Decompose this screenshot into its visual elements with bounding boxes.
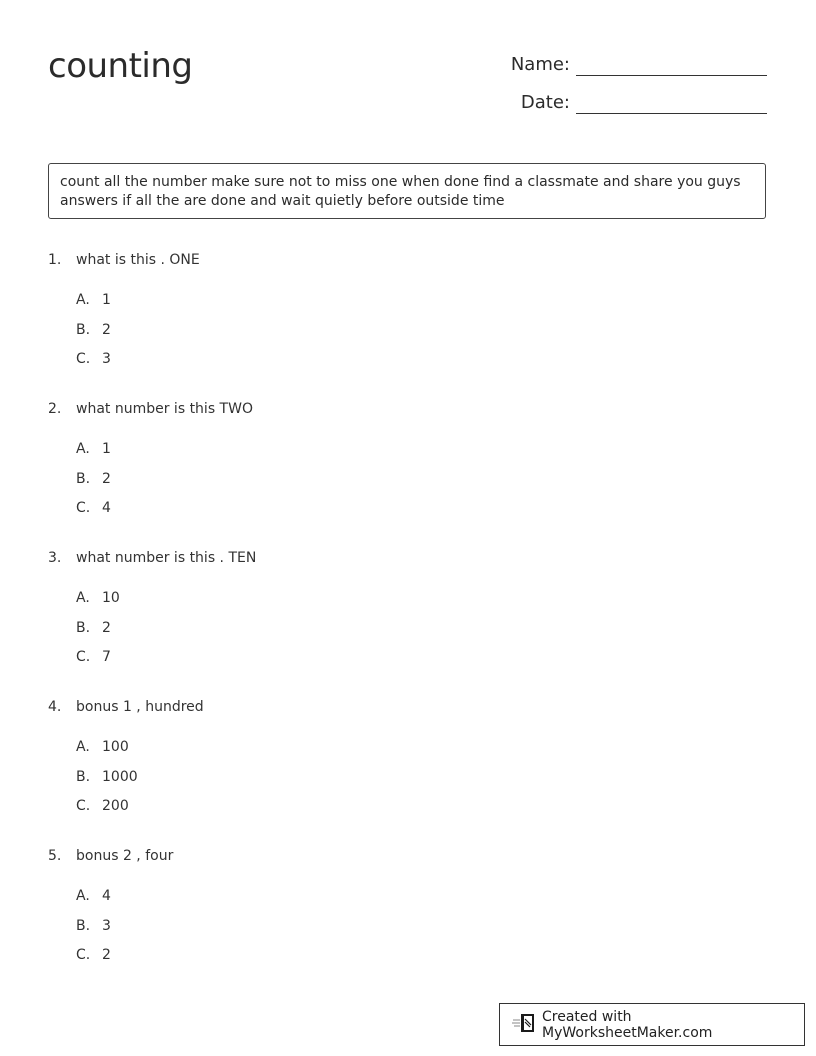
question-5 [48, 846, 173, 975]
choice-a[interactable] [76, 439, 253, 459]
choice-text: 3 [102, 351, 111, 367]
choice-letter: A. [76, 888, 90, 904]
question-text: what number is this TWO [76, 401, 253, 417]
choice-text: 1 [102, 441, 111, 457]
choice-text: 2 [102, 470, 111, 487]
date-field [490, 91, 767, 114]
choice-letter: B. [76, 917, 91, 934]
choice-letter: A. [76, 292, 90, 308]
footer-badge[interactable] [499, 1003, 805, 1046]
choice-a[interactable] [76, 290, 200, 310]
name-label: Name: [510, 54, 570, 75]
choice-c[interactable] [76, 647, 256, 667]
name-field [490, 53, 767, 76]
question-text: bonus 1 , hundred [76, 699, 204, 715]
question-2 [48, 399, 253, 528]
question-number: 4. [48, 699, 62, 715]
choice-letter: C. [76, 500, 91, 516]
question-1 [48, 250, 200, 379]
choice-letter: C. [76, 649, 91, 665]
question-text: bonus 2 , four [76, 848, 174, 864]
choice-c[interactable] [76, 796, 204, 816]
choice-a[interactable] [76, 737, 204, 757]
choice-text: 4 [102, 500, 111, 516]
choice-list [76, 737, 204, 816]
choice-b[interactable] [76, 767, 204, 787]
choice-letter: B. [76, 321, 91, 338]
choice-text: 10 [102, 590, 120, 606]
choice-list [76, 886, 173, 965]
choice-letter: C. [76, 351, 91, 367]
choice-text: 2 [102, 619, 111, 636]
choice-c[interactable] [76, 349, 200, 369]
choice-letter: B. [76, 768, 91, 785]
question-4 [48, 697, 204, 826]
choice-letter: C. [76, 798, 91, 814]
choice-b[interactable] [76, 469, 253, 489]
choice-letter: C. [76, 947, 91, 963]
question-number: 1. [48, 252, 62, 268]
choice-b[interactable] [76, 916, 173, 936]
choice-text: 1 [102, 292, 111, 308]
question-number: 2. [48, 401, 62, 417]
choice-text: 3 [102, 917, 111, 934]
choice-a[interactable] [76, 886, 173, 906]
name-blank-line[interactable] [576, 53, 767, 76]
choice-text: 1000 [102, 768, 138, 785]
choice-list [76, 588, 256, 667]
instructions-box: count all the number make sure not to miss one when done find a classmate and share you guys answers if all the are done and wait quietly before outside time [48, 163, 766, 219]
choice-c[interactable] [76, 498, 253, 518]
footer-text: Created with MyWorksheetMaker.com [542, 1008, 713, 1041]
question-number: 3. [48, 550, 62, 566]
choice-text: 100 [102, 739, 129, 755]
choice-letter: A. [76, 590, 90, 606]
question-3 [48, 548, 256, 677]
choice-list [76, 290, 200, 369]
choice-text: 2 [102, 947, 111, 963]
choice-letter: A. [76, 739, 90, 755]
question-text: what number is this . TEN [76, 550, 257, 566]
choice-list [76, 439, 253, 518]
date-blank-line[interactable] [576, 91, 767, 114]
worksheet-maker-logo-icon [512, 1012, 542, 1038]
question-text: what is this . ONE [76, 252, 200, 268]
choice-b[interactable] [76, 320, 200, 340]
choice-text: 200 [102, 798, 129, 814]
choice-text: 4 [102, 888, 111, 904]
worksheet-title: counting [48, 46, 193, 86]
choice-b[interactable] [76, 618, 256, 638]
date-label: Date: [520, 92, 570, 113]
choice-letter: B. [76, 619, 91, 636]
choice-letter: A. [76, 441, 90, 457]
choice-text: 7 [102, 649, 111, 665]
choice-letter: B. [76, 470, 91, 487]
choice-c[interactable] [76, 945, 173, 965]
choice-a[interactable] [76, 588, 256, 608]
choice-text: 2 [102, 321, 111, 338]
question-number: 5. [48, 848, 62, 864]
